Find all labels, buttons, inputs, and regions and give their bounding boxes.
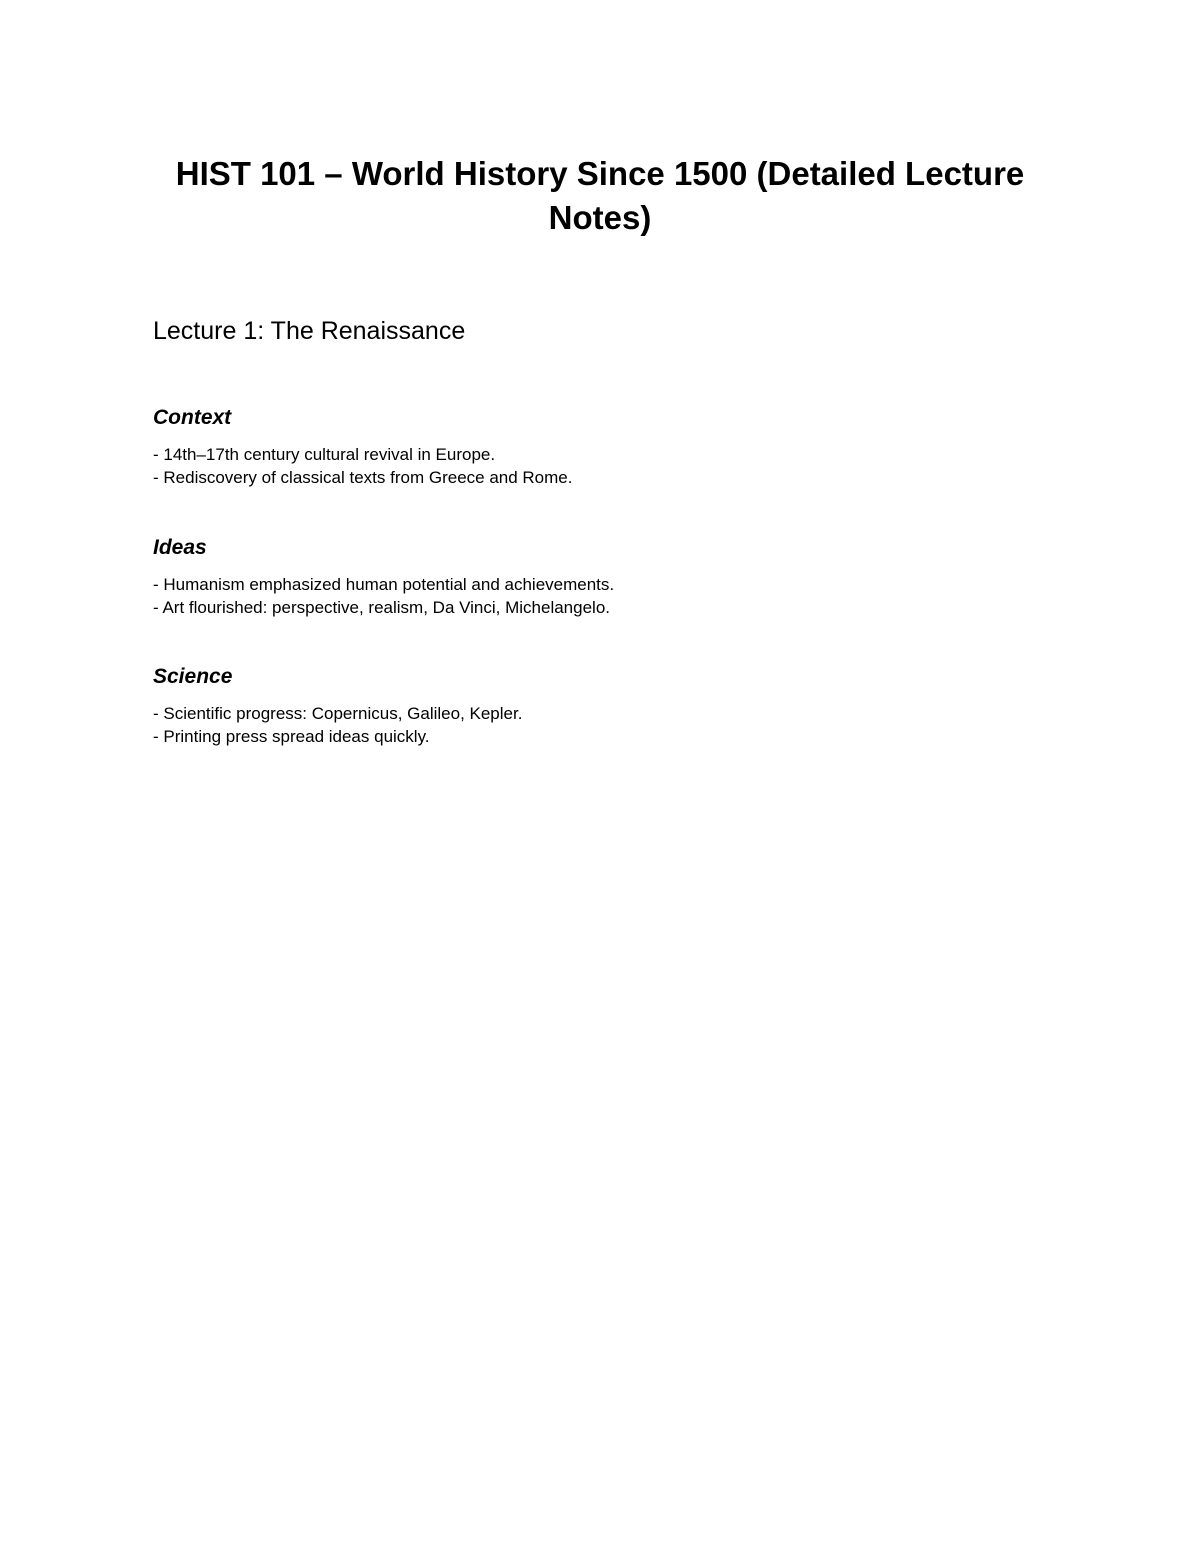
- section-item-list: [153, 573, 1053, 619]
- section-ideas: [153, 533, 1053, 619]
- section-context: [153, 403, 1053, 489]
- section-heading: Context: [153, 406, 232, 429]
- list-item: - 14th–17th century cultural revival in Europe.: [153, 445, 496, 464]
- list-item: - Printing press spread ideas quickly.: [153, 727, 430, 746]
- section-science: [153, 662, 1053, 748]
- section-item-list: [153, 443, 1053, 489]
- section-heading: Science: [153, 665, 233, 688]
- list-item: - Art flourished: perspective, realism, Da Vinci, Michelangelo.: [153, 598, 610, 617]
- section-heading: Ideas: [153, 536, 207, 559]
- lecture-heading: Lecture 1: The Renaissance: [153, 317, 466, 345]
- list-item: - Scientific progress: Copernicus, Galileo, Kepler.: [153, 704, 523, 723]
- list-item: - Humanism emphasized human potential and achievements.: [153, 575, 615, 594]
- document-title: HIST 101 – World History Since 1500 (Detailed Lecture Notes): [175, 155, 1025, 236]
- section-item-list: [153, 702, 1053, 748]
- list-item: - Rediscovery of classical texts from Greece and Rome.: [153, 468, 573, 487]
